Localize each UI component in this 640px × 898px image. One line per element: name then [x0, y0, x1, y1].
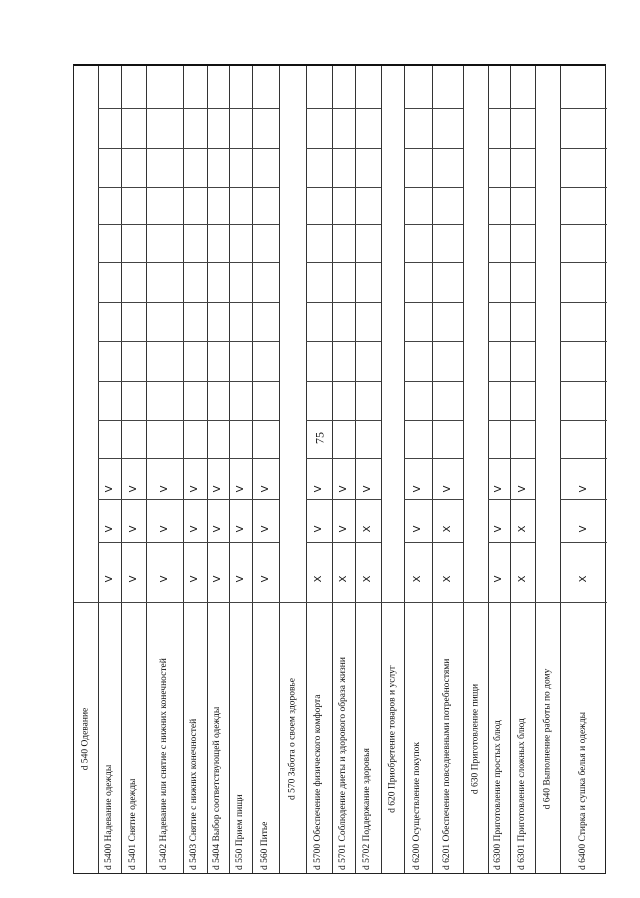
check-mark: V: [493, 525, 504, 533]
grid-line: [146, 187, 183, 188]
grid-line: [560, 381, 607, 382]
row-label: d 6201 Обеспечение повседневными потребностями: [441, 658, 452, 870]
check-mark: V: [127, 485, 139, 493]
grid-line: [355, 542, 381, 543]
grid-line: [404, 499, 432, 500]
grid-line: [404, 458, 432, 459]
grid-line: [432, 108, 463, 109]
cross-mark: X: [441, 525, 453, 533]
grid-line: [207, 302, 229, 303]
grid-line: [332, 302, 355, 303]
grid-line: [332, 458, 355, 459]
grid-line: [355, 458, 381, 459]
cross-mark: X: [313, 575, 324, 583]
grid-line: [306, 602, 332, 603]
grid-line: [183, 602, 207, 603]
grid-line: [306, 187, 332, 188]
grid-line: [207, 458, 229, 459]
grid-line: [355, 499, 381, 500]
grid-line: [510, 458, 535, 459]
grid-line: [207, 542, 229, 543]
grid-line: [432, 542, 463, 543]
grid-line: [121, 187, 146, 188]
grid-line: [183, 302, 207, 303]
row-label: d 5702 Поддержание здоровья: [362, 748, 372, 870]
check-mark: V: [259, 575, 271, 583]
grid-line: [432, 602, 463, 603]
grid-line: [252, 542, 279, 543]
grid-line: [252, 499, 279, 500]
grid-line: [98, 381, 121, 382]
grid-line: [98, 224, 121, 225]
check-mark: V: [516, 485, 528, 493]
grid-line: [332, 542, 355, 543]
grid-line: [146, 499, 183, 500]
grid-line: [183, 148, 207, 149]
grid-line: [355, 381, 381, 382]
grid-line: [560, 420, 607, 421]
grid-line: [252, 302, 279, 303]
check-mark: V: [412, 525, 423, 533]
grid-line: [229, 341, 252, 342]
grid-line: [432, 420, 463, 421]
grid-line: [98, 108, 121, 109]
grid-line: [146, 381, 183, 382]
grid-line: [488, 187, 510, 188]
cross-mark: X: [337, 575, 349, 583]
check-mark: V: [259, 485, 271, 493]
grid-line: [355, 602, 381, 603]
check-mark: V: [234, 575, 246, 583]
grid-line: [560, 108, 607, 109]
check-mark: V: [127, 525, 139, 533]
assessment-table: [73, 64, 606, 874]
grid-line: [488, 602, 510, 603]
grid-line: [207, 108, 229, 109]
grid-line: [332, 148, 355, 149]
grid-line: [207, 224, 229, 225]
grid-line: [432, 499, 463, 500]
grid-line: [332, 420, 355, 421]
row-label: d 5402 Надевание или снятие с нижних конечностей: [158, 658, 169, 870]
grid-line: [146, 542, 183, 543]
grid-line: [121, 542, 146, 543]
check-mark: V: [412, 485, 423, 493]
row-divider: [535, 66, 536, 873]
grid-line: [146, 602, 183, 603]
grid-line: [355, 187, 381, 188]
check-mark: V: [127, 575, 139, 583]
grid-line: [121, 381, 146, 382]
grid-line: [252, 148, 279, 149]
grid-line: [98, 499, 121, 500]
grid-line: [510, 420, 535, 421]
check-mark: V: [234, 485, 246, 493]
grid-line: [306, 224, 332, 225]
grid-line: [510, 542, 535, 543]
grid-line: [121, 262, 146, 263]
grid-line: [146, 420, 183, 421]
grid-line: [404, 187, 432, 188]
grid-line: [306, 108, 332, 109]
row-label: d 5700 Обеспечение физического комфорта: [313, 694, 323, 870]
grid-line: [207, 341, 229, 342]
grid-line: [183, 381, 207, 382]
grid-line: [560, 341, 607, 342]
grid-line: [121, 499, 146, 500]
check-mark: V: [441, 485, 453, 493]
grid-line: [306, 262, 332, 263]
grid-line: [229, 602, 252, 603]
section-label: d 540 Одевание: [80, 707, 91, 771]
check-mark: V: [212, 575, 223, 583]
grid-line: [146, 108, 183, 109]
grid-line: [510, 381, 535, 382]
grid-line: [207, 602, 229, 603]
grid-line: [306, 499, 332, 500]
check-mark: V: [158, 525, 170, 533]
grid-line: [432, 302, 463, 303]
grid-line: [252, 224, 279, 225]
grid-line: [252, 420, 279, 421]
cross-mark: X: [516, 575, 528, 583]
grid-line: [229, 381, 252, 382]
grid-line: [404, 148, 432, 149]
check-mark: V: [189, 485, 200, 493]
grid-line: [332, 187, 355, 188]
grid-line: [404, 381, 432, 382]
grid-line: [355, 148, 381, 149]
grid-line: [252, 187, 279, 188]
grid-line: [381, 602, 404, 603]
grid-line: [560, 302, 607, 303]
check-mark: V: [158, 575, 170, 583]
grid-line: [488, 542, 510, 543]
cross-mark: X: [441, 575, 453, 583]
grid-line: [98, 602, 121, 603]
grid-line: [121, 148, 146, 149]
check-mark: V: [577, 485, 589, 493]
grid-line: [355, 420, 381, 421]
grid-line: [146, 262, 183, 263]
row-divider: [279, 66, 280, 873]
grid-line: [98, 341, 121, 342]
grid-line: [560, 148, 607, 149]
grid-line: [488, 341, 510, 342]
grid-line: [488, 499, 510, 500]
grid-line: [332, 262, 355, 263]
grid-line: [404, 108, 432, 109]
grid-line: [355, 302, 381, 303]
grid-line: [535, 602, 560, 603]
grid-line: [355, 224, 381, 225]
grid-line: [229, 542, 252, 543]
grid-line: [432, 262, 463, 263]
grid-line: [560, 499, 607, 500]
grid-line: [404, 542, 432, 543]
cross-mark: X: [577, 575, 589, 583]
grid-line: [560, 602, 607, 603]
grid-line: [183, 224, 207, 225]
row-label: d 6200 Осуществление покупок: [412, 742, 422, 870]
grid-line: [98, 262, 121, 263]
grid-line: [432, 458, 463, 459]
row-divider: [463, 66, 464, 873]
grid-line: [306, 341, 332, 342]
section-label: d 570 Забота о своем здоровье: [286, 678, 297, 800]
grid-line: [560, 262, 607, 263]
check-mark: V: [259, 525, 271, 533]
check-mark: V: [362, 485, 373, 493]
check-mark: V: [212, 525, 223, 533]
grid-line: [229, 224, 252, 225]
grid-line: [432, 224, 463, 225]
grid-line: [252, 381, 279, 382]
grid-line: [207, 420, 229, 421]
row-label: d 6300 Приготовление простых блюд: [493, 720, 503, 870]
grid-line: [510, 302, 535, 303]
check-mark: V: [103, 485, 115, 493]
grid-line: [306, 420, 332, 421]
grid-line: [252, 602, 279, 603]
grid-line: [146, 148, 183, 149]
row-label: d 5701 Соблюдение диеты и здорового образа жизни: [337, 657, 348, 870]
row-label: d 6301 Приготовление сложных блюд: [516, 718, 527, 870]
grid-line: [560, 224, 607, 225]
grid-line: [404, 420, 432, 421]
check-mark: V: [234, 525, 246, 533]
grid-line: [121, 108, 146, 109]
grid-line: [252, 341, 279, 342]
grid-line: [146, 341, 183, 342]
grid-line: [306, 148, 332, 149]
grid-line: [332, 224, 355, 225]
grid-line: [560, 187, 607, 188]
grid-line: [252, 458, 279, 459]
grid-line: [121, 420, 146, 421]
grid-line: [183, 458, 207, 459]
check-mark: V: [103, 525, 115, 533]
grid-line: [488, 302, 510, 303]
grid-line: [146, 224, 183, 225]
grid-line: [98, 148, 121, 149]
grid-line: [488, 224, 510, 225]
row-label: d 5401 Снятие одежды: [127, 778, 138, 870]
grid-line: [306, 381, 332, 382]
grid-line: [207, 148, 229, 149]
check-mark: V: [337, 525, 349, 533]
grid-line: [229, 148, 252, 149]
grid-line: [229, 302, 252, 303]
grid-line: [279, 602, 306, 603]
grid-line: [432, 148, 463, 149]
grid-line: [229, 458, 252, 459]
grid-line: [404, 302, 432, 303]
cross-mark: X: [362, 575, 373, 583]
grid-line: [510, 341, 535, 342]
grid-line: [510, 187, 535, 188]
grid-line: [121, 458, 146, 459]
grid-line: [332, 602, 355, 603]
grid-line: [252, 262, 279, 263]
grid-line: [207, 381, 229, 382]
grid-line: [560, 542, 607, 543]
cross-mark: X: [516, 525, 528, 533]
check-mark: V: [158, 485, 170, 493]
grid-line: [510, 499, 535, 500]
grid-line: [183, 341, 207, 342]
check-mark: V: [313, 525, 324, 533]
section-label: d 640 Выполнение работы по дому: [541, 668, 552, 810]
row-divider: [381, 66, 382, 873]
grid-line: [488, 420, 510, 421]
grid-line: [404, 262, 432, 263]
row-label: d 5403 Снятие с нижних конечностей: [189, 718, 199, 870]
grid-line: [332, 499, 355, 500]
grid-line: [207, 499, 229, 500]
grid-line: [306, 458, 332, 459]
grid-line: [488, 381, 510, 382]
grid-line: [183, 187, 207, 188]
grid-line: [98, 420, 121, 421]
grid-line: [355, 262, 381, 263]
grid-line: [404, 224, 432, 225]
grid-line: [510, 148, 535, 149]
grid-line: [207, 262, 229, 263]
row-label: d 550 Прием пищи: [234, 794, 245, 870]
grid-line: [98, 187, 121, 188]
grid-line: [432, 381, 463, 382]
grid-line: [488, 262, 510, 263]
check-mark: V: [493, 485, 504, 493]
grid-line: [98, 302, 121, 303]
grid-line: [355, 341, 381, 342]
cross-mark: X: [362, 525, 373, 533]
grid-line: [404, 341, 432, 342]
grid-line: [560, 458, 607, 459]
grid-line: [332, 341, 355, 342]
check-mark: V: [493, 575, 504, 583]
grid-line: [510, 108, 535, 109]
check-mark: V: [189, 575, 200, 583]
grid-line: [332, 108, 355, 109]
grid-line: [229, 262, 252, 263]
grid-line: [510, 224, 535, 225]
grid-line: [404, 602, 432, 603]
section-label: d 620 Приобретение товаров и услуг: [386, 665, 397, 813]
check-mark: V: [103, 575, 115, 583]
grid-line: [121, 602, 146, 603]
grid-line: [229, 108, 252, 109]
grid-line: [432, 341, 463, 342]
section-label: d 630 Приготовление пищи: [469, 683, 480, 795]
grid-line: [229, 420, 252, 421]
grid-line: [146, 302, 183, 303]
grid-line: [98, 458, 121, 459]
row-label: d 6400 Стирка и сушка белья и одежды: [577, 712, 588, 870]
row-label: d 5400 Надевание одежды: [103, 764, 114, 870]
grid-line: [488, 108, 510, 109]
grid-line: [121, 224, 146, 225]
check-mark: V: [337, 485, 349, 493]
check-mark: V: [313, 485, 324, 493]
grid-line: [488, 148, 510, 149]
check-mark: V: [189, 525, 200, 533]
grid-line: [183, 542, 207, 543]
check-mark: V: [577, 525, 589, 533]
check-mark: V: [212, 485, 223, 493]
grid-line: [488, 458, 510, 459]
grid-line: [510, 262, 535, 263]
page-number: 75: [312, 432, 327, 444]
row-label: d 560 Питье: [259, 821, 270, 870]
grid-line: [252, 108, 279, 109]
grid-line: [74, 602, 98, 603]
grid-line: [121, 302, 146, 303]
row-label: d 5404 Выбор соответствующей одежды: [212, 706, 222, 870]
grid-line: [229, 499, 252, 500]
grid-line: [183, 262, 207, 263]
grid-line: [463, 602, 488, 603]
grid-line: [306, 542, 332, 543]
grid-line: [207, 187, 229, 188]
grid-line: [355, 108, 381, 109]
grid-line: [332, 381, 355, 382]
grid-line: [510, 602, 535, 603]
grid-line: [146, 458, 183, 459]
grid-line: [98, 542, 121, 543]
grid-line: [183, 108, 207, 109]
grid-line: [432, 187, 463, 188]
grid-line: [183, 499, 207, 500]
grid-line: [121, 341, 146, 342]
grid-line: [183, 420, 207, 421]
cross-mark: X: [412, 575, 423, 583]
grid-line: [306, 302, 332, 303]
grid-line: [229, 187, 252, 188]
